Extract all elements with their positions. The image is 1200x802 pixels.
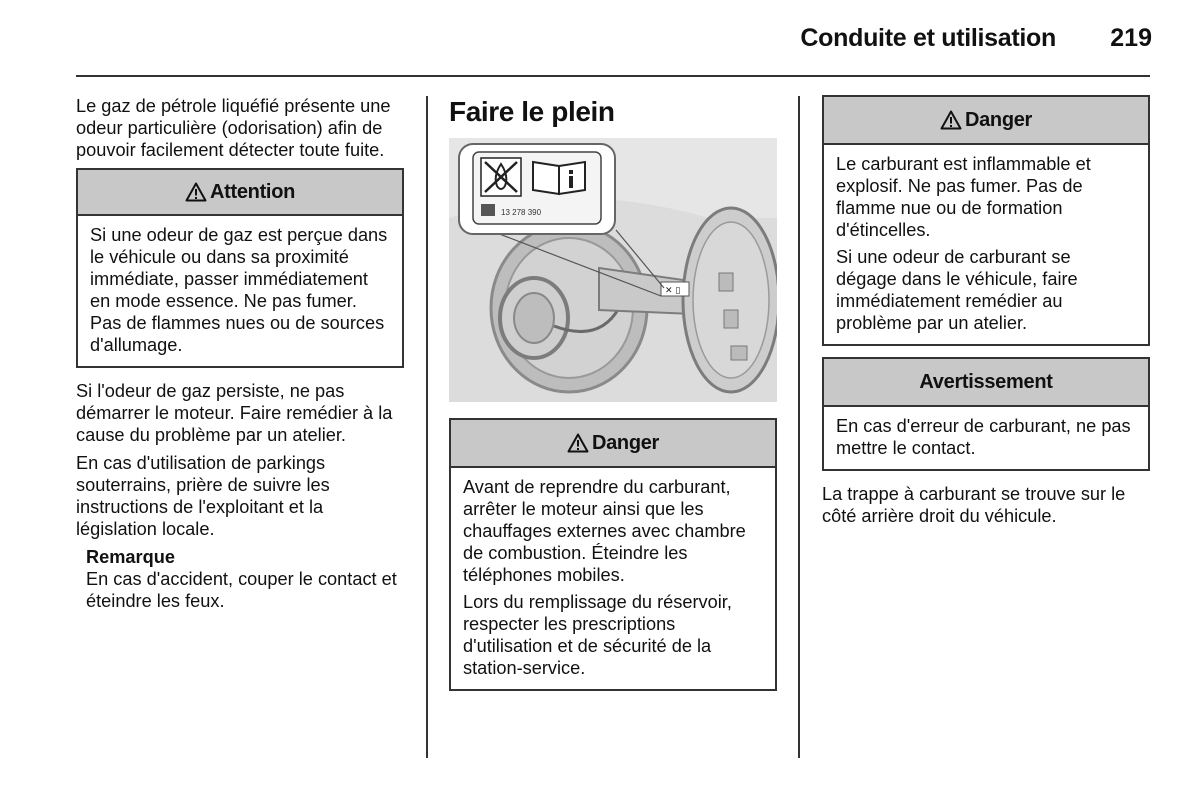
warning-title: Avertissement — [919, 371, 1053, 393]
header-divider — [76, 75, 1150, 77]
no-open-flame-icon — [481, 158, 521, 196]
parking-paragraph: En cas d'utilisation de parkings souterrains, prière de suivre les instructions de l'exploitant et la législation locale. — [76, 453, 330, 539]
section-title: Faire le plein — [449, 96, 615, 127]
danger-body-right — [824, 145, 1148, 344]
danger-flammable-text: Le carburant est inflammable et explosif. Ne pas fumer. Pas de flamme nue ou de formation d'étincelles. — [836, 154, 1091, 240]
remark-title: Remarque — [86, 547, 175, 567]
page-number: 219 — [1110, 24, 1152, 52]
fuel-flap-illustration — [449, 138, 777, 402]
danger-box-middle — [449, 418, 777, 691]
sticker-part-number: 13 278 390 — [501, 208, 542, 217]
warning-body — [824, 407, 1148, 469]
fuel-flap-location-paragraph: La trappe à carburant se trouve sur le côté arrière droit du véhicule. — [822, 484, 1126, 526]
right-column — [822, 95, 1150, 533]
page-header-title: Conduite et utilisation — [800, 24, 1056, 52]
left-column — [76, 95, 404, 612]
danger-refuel-text: Avant de reprendre du carburant, arrêter le moteur ainsi que les chauffages externes avec chambre de combustion. Éteindre les téléphones mobiles. — [463, 477, 746, 585]
danger-title-right: Danger — [964, 109, 1033, 131]
warning-triangle-icon — [940, 110, 962, 130]
danger-title-middle: Danger — [591, 432, 660, 454]
attention-box — [76, 168, 404, 368]
warning-text: En cas d'erreur de carburant, ne pas mettre le contact. — [836, 416, 1131, 458]
danger-box-right — [822, 95, 1150, 346]
warning-triangle-icon — [185, 182, 207, 202]
column-divider-right — [798, 96, 800, 758]
attention-title: Attention — [209, 181, 296, 203]
remark-text: En cas d'accident, couper le contact et éteindre les feux. — [86, 569, 397, 611]
brand-logo — [481, 204, 495, 216]
attention-text: Si une odeur de gaz est perçue dans le véhicule ou dans sa proximité immédiate, passer immédiatement en mode essence. Ne pas fumer. Pas de flammes nues ou de sources d'allumage. — [90, 225, 388, 355]
danger-odour-text: Si une odeur de carburant se dégage dans le véhicule, faire immédiatement remédier au problème par un atelier. — [836, 247, 1078, 333]
danger-header-middle — [451, 420, 775, 468]
gas-persists-paragraph: Si l'odeur de gaz persiste, ne pas démarrer le moteur. Faire remédier à la cause du problème par un atelier. — [76, 381, 393, 445]
middle-column — [449, 95, 777, 691]
warning-triangle-icon — [567, 433, 589, 453]
danger-station-text: Lors du remplissage du réservoir, respecter les prescriptions d'utilisation et de sécurité de la station-service. — [463, 592, 732, 678]
warning-header — [824, 359, 1148, 407]
intro-paragraph: Le gaz de pétrole liquéfié présente une odeur particulière (odorisation) afin de pouvoir facilement détecter toute fuite. — [76, 96, 391, 160]
attention-body — [78, 216, 402, 366]
danger-header-right — [824, 97, 1148, 145]
warning-box — [822, 357, 1150, 471]
svg-text:✕ ▯: ✕ ▯ — [665, 286, 681, 296]
owner-manual-icon — [533, 162, 585, 194]
column-divider-left — [426, 96, 428, 758]
attention-header — [78, 170, 402, 216]
danger-body-middle — [451, 468, 775, 689]
